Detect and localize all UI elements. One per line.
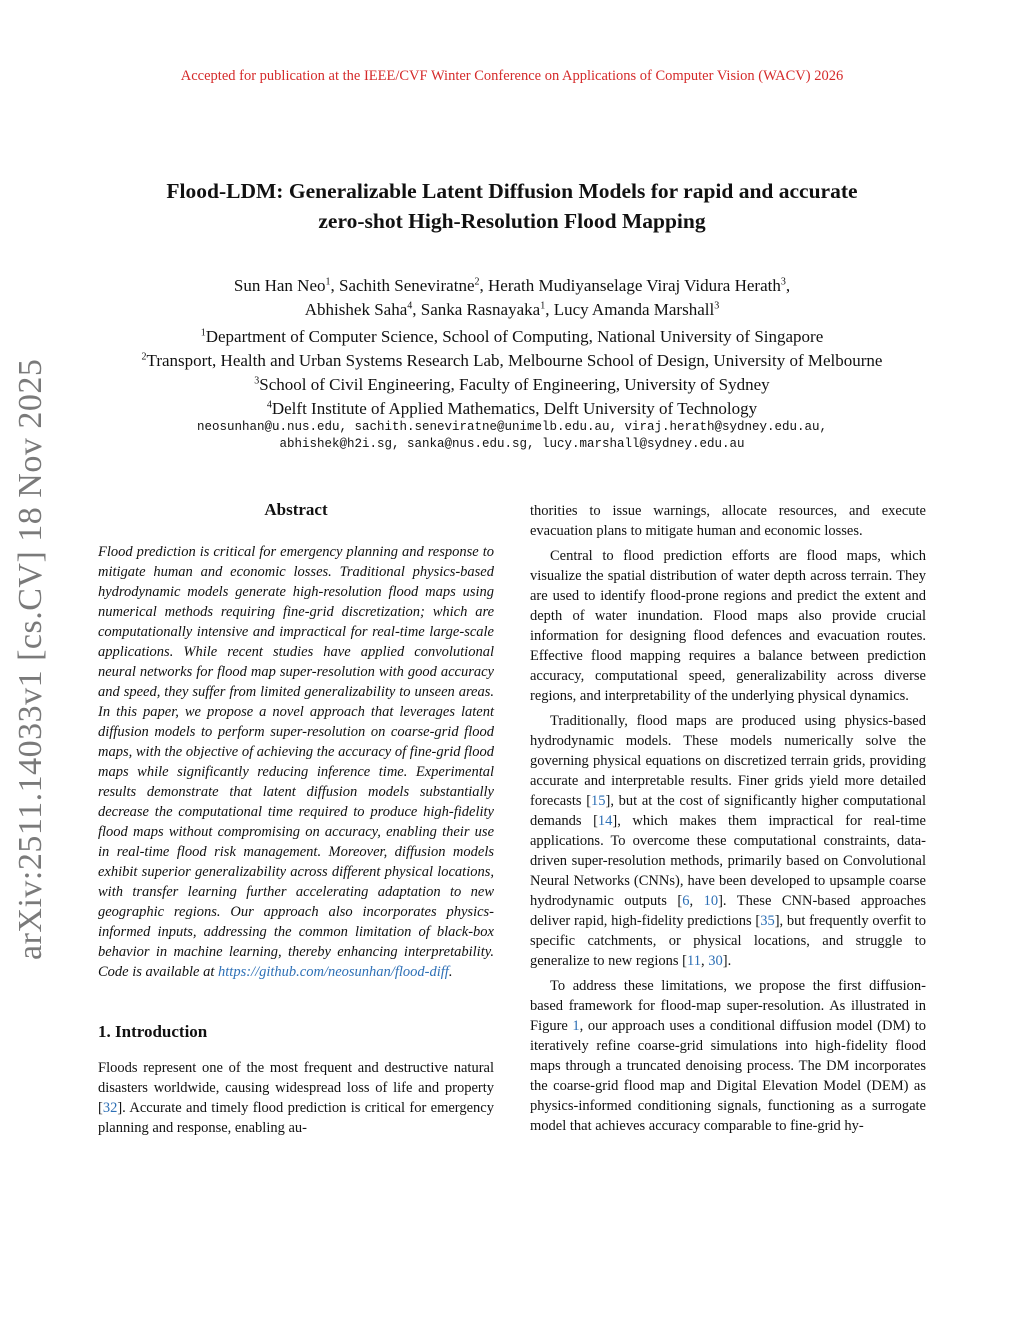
author-affiliation-mark: 1	[540, 300, 546, 312]
affiliation-number: 4	[266, 399, 272, 411]
abstract-end: .	[448, 964, 453, 980]
abstract-text: Flood prediction is critical for emergency planning and response to mitigate human and economic losses. Traditional physics-based hydrodynamic models generate high-resolution flood maps using numerical methods requiring fine-grid discretization; which are computationally intensive and impractical for real-time large-scale applications. While recent studies have applied convolutional neural networks for flood map super-resolution with good accuracy and speed, they suffer from limited generalizability to unseen areas. In this paper, we propose a novel approach that leverages latent diffusion models to perform super-resolution on coarse-grid flood maps, with the objective of achieving the accuracy of fine-grid flood maps while significantly reducing inference time. Experimental results demonstrate that latent diffusion models substantially decrease the computational time required to produce high-fidelity flood maps without compromising on accuracy, enabling their use in real-time flood risk management. Moreover, diffusion models exhibit superior generalizability across different physical locations, with transfer learning further accelerating adaptation to new geographic regions. Our approach also incorporates physics-informed inputs, addressing the common limitation of black-box behavior in machine learning, thereby enhancing interpretability. Code is available at	[98, 544, 494, 980]
right-column	[530, 501, 926, 1141]
email-line-1: neosunhan@u.nus.edu, sachith.seneviratne@unimelb.edu.au, viraj.herath@sydney.edu.au,	[196, 420, 828, 434]
affiliation	[40, 349, 984, 373]
paragraph: thorities to issue warnings, allocate resources, and execute evacuation plans to mitigate human and economic losses.	[530, 503, 926, 539]
text-run: ,	[689, 893, 704, 909]
author-name: Sun Han Neo	[233, 276, 326, 295]
author-name: Abhishek Saha	[304, 300, 408, 319]
text-run: ], which makes them impractical for real-time applications. To overcome these computational constraints, data-driven super-resolution methods, primarily based on Convolutional Neural Networks (CNNs), have been developed to upsample coarse hydrodynamic outputs [	[530, 813, 926, 909]
citation-link[interactable]: 14	[597, 813, 613, 829]
author-affiliation-mark: 3	[714, 300, 720, 312]
paper-title	[80, 176, 944, 236]
affiliation-text: Delft Institute of Applied Mathematics, Delft University of Technology	[271, 399, 758, 418]
citation-link[interactable]: 30	[708, 953, 723, 969]
text-run: Traditionally, flood maps are produced using physics-based hydrodynamic models. These models numerically solve the governing physical equations on discretized terrain grids, providing accurate and interpretable results. Finer grids yield more detailed forecasts [	[530, 713, 926, 809]
paragraph	[530, 976, 926, 1136]
conference-notice: Accepted for publication at the IEEE/CVF Winter Conference on Applications of Computer Vision (WACV) 2026	[180, 68, 844, 84]
left-column	[98, 498, 494, 1138]
author-list: Sun Han Neo$^1$, Sachith Seneviratne$^2$, Herath Mudiyanselage Viraj Vidura Herath$^3$, Abhishek Saha$^4$, Sanka Rasnayaka$^1$, Lucy Amanda Marshall$^3$	[233, 276, 791, 319]
citation-link[interactable]: 10	[703, 893, 719, 909]
author-affiliation-mark: 3	[780, 276, 786, 288]
section-heading-introduction: 1. Introduction	[98, 1022, 208, 1041]
affiliation	[40, 325, 984, 349]
citation-link[interactable]: 35	[760, 913, 775, 929]
text-run: ], but frequently overfit to specific catchments, or physical locations, and struggle to generalize to new regions [	[530, 913, 927, 969]
author-emails	[60, 419, 964, 453]
text-run: ,	[700, 953, 709, 969]
author-name: Herath Mudiyanselage Viraj Vidura Herath	[488, 276, 781, 295]
author-name: Lucy Amanda Marshall	[553, 300, 715, 319]
email-line-2: abhishek@h2i.sg, sanka@nus.edu.sg, lucy.marshall@sydney.edu.au	[279, 437, 745, 451]
citation-link[interactable]: 15	[591, 793, 606, 809]
paragraph: Central to flood prediction efforts are flood maps, which visualize the spatial distribution of water depth across terrain. They are used to identify flood-prone regions and predict the extent and depth of water inundation. Flood maps also provide crucial information for designing flood defences and evacuation routes. Effective flood mapping requires a balance between prediction accuracy, computational speed, generalizability across diverse regions, and interpretability of the underlying physical dynamics.	[530, 548, 926, 704]
affiliation-text: School of Civil Engineering, Faculty of Engineering, University of Sydney	[259, 375, 770, 394]
affiliation-number: 2	[141, 351, 147, 363]
citation-link[interactable]: 6	[682, 893, 690, 909]
affiliation-number: 1	[200, 327, 206, 339]
title-line-1: Flood-LDM: Generalizable Latent Diffusion Models for rapid and accurate	[166, 179, 858, 203]
affiliation	[40, 397, 984, 421]
text-run: ], but at the cost of significantly higher computational demands [	[530, 793, 926, 829]
author-affiliation-mark: 4	[407, 300, 413, 312]
author-name: Sachith Seneviratne	[339, 276, 475, 295]
affiliation-text: Department of Computer Science, School of Computing, National University of Singapore	[205, 327, 824, 346]
text-run: ]. These CNN-based approaches deliver rapid, high-fidelity predictions [	[530, 893, 926, 929]
author-name: Sanka Rasnayaka	[420, 300, 541, 319]
text-run: ]. Accurate and timely flood prediction is critical for emergency planning and response, enabling au-	[98, 1100, 494, 1136]
text-run: ].	[722, 953, 732, 969]
affiliation	[40, 373, 984, 397]
code-link[interactable]: https://github.com/neosunhan/flood-diff	[218, 964, 449, 980]
intro-paragraph	[98, 1058, 494, 1138]
author-affiliation-mark: 2	[474, 276, 480, 288]
text-run: To address these limitations, we propose the first diffusion-based framework for flood-map super-resolution. As illustrated in Figure	[530, 978, 926, 1034]
abstract-heading: Abstract	[264, 500, 328, 519]
affiliation-text: Transport, Health and Urban Systems Research Lab, Melbourne School of Design, University of Melbourne	[146, 351, 883, 370]
text-run: Floods represent one of the most frequent and destructive natural disasters worldwide, causing widespread loss of life and property [	[98, 1060, 494, 1116]
arxiv-stamp: arXiv:2511.14033v1 [cs.CV] 18 Nov 2025	[12, 358, 49, 960]
text-run: , our approach uses a conditional diffusion model (DM) to iteratively refine coarse-grid simulations into high-fidelity flood maps through a truncated denoising process. The DM incorporates the coarse-grid flood map and Digital Elevation Model (DEM) as physics-informed conditioning signals, functioning as a surrogate model that achieves accuracy comparable to fine-grid hy-	[530, 1018, 927, 1134]
author-affiliation-mark: 1	[325, 276, 331, 288]
citation-link[interactable]: 32	[102, 1100, 118, 1116]
figure-link[interactable]: 1	[572, 1018, 580, 1034]
affiliation-number: 3	[254, 375, 260, 387]
abstract-body	[98, 542, 494, 982]
paragraph	[530, 711, 926, 971]
citation-link[interactable]: 11	[687, 953, 701, 969]
title-line-2: zero-shot High-Resolution Flood Mapping	[318, 209, 706, 233]
affiliation-list	[40, 325, 984, 421]
